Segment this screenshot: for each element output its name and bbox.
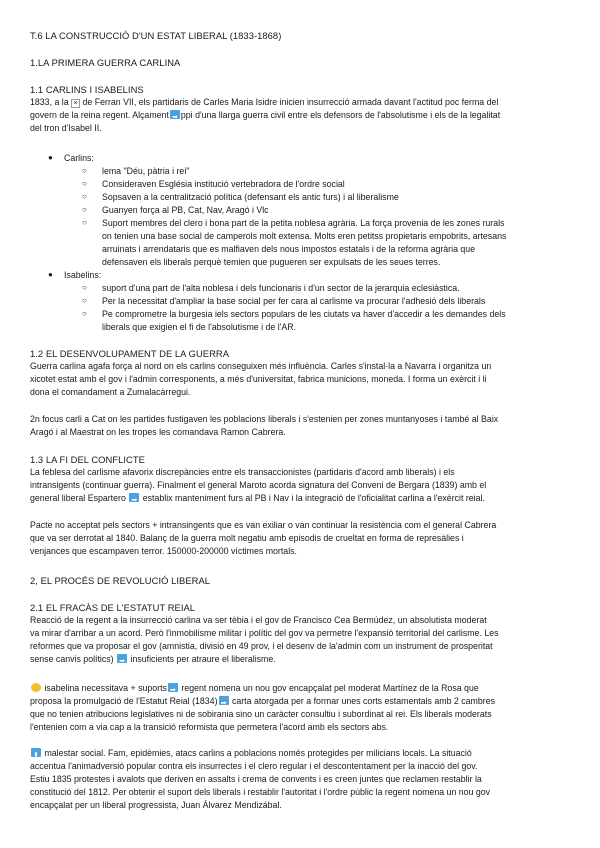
isabelins-item-1: suport d'una part de l'alta noblesa i dels funcionaris i d'un sector de la jerarquia eclesiàstica. <box>102 283 460 293</box>
carlins-item-5-line-3: arruinats i arrendataris que es malfiaven dels nous impostos estatals i de la reforma agrària que <box>102 244 476 254</box>
paragraph-5: Pacte no acceptat pels sectors + intransingents que es van exiliar o van continuar la resistència com el general Cabrera que va ser derrotat al 1840. Balanç de la guerra molt negatiu amb episodis de crueltat en forma de represàlies i venjances que escampaven terror. 150000-200000 víctimes mortals. <box>30 520 497 556</box>
sub-bullet: ○ <box>82 283 87 292</box>
section-heading-1: 1.LA PRIMERA GUERRA CARLINA <box>30 57 181 68</box>
sub-bullet: ○ <box>82 309 87 318</box>
paragraph-6: Reacció de la regent a la insurrecció carlina va ser tèbia i el gov de Francisco Cea Bermúdez, un absolutista moderat va mirar d'arribar a un acord. Però l'inmobilisme militar i polític del gov va permetre l'expansió territorial del carlisme. Les reformes que va proposar el gov (amnistia, divisió en 49 prov, i el desenv de la'admin com un instrument de prosperitat sense canvis polítics) ➡ insuficients per atraure el liberalisme. <box>30 615 499 665</box>
paragraph-7: isabelina necessitava + suports ➡ regent nomena un nou gov encapçalat pel moderat Martínez de la Rosa que proposa la promulgació de l'Estatut Reial (1834) ➡ carta atorgada per a formar unes corts estamentals amb 2 cambres que no tenien atribucions legislatives ni de sobirania sino un caràcter consultiu i subordinat al rei. Els liberals moderats l'entenien com a via cap a la transició reformista que permetera l'acord amb els sectors abs. <box>30 683 495 732</box>
subsection-heading-2-1: 2.1 EL FRACÀS DE L'ESTATUT REIAL <box>30 602 196 613</box>
section-heading-2: 2, EL PROCÉS DE REVOLUCIÓ LIBERAL <box>30 575 211 586</box>
isabelins-item-2: Per la necessitat d'ampliar la base social per fer cara al carlisme va procurar l'adhesió dels liberals <box>102 296 486 306</box>
sub-bullet: ○ <box>82 218 87 227</box>
subsection-heading-1-3: 1.3 LA FI DEL CONFLICTE <box>30 454 145 465</box>
doc-title: T.6 LA CONSTRUCCIÓ D'UN ESTAT LIBERAL (1833-1868) <box>30 30 282 41</box>
paragraph-4: La feblesa del carlisme afavorix discrepàncies entre els transaccionistes (partidaris d'acord amb liberals) i els intransigents (continuar guerra). Finalment el general Maroto acorda signatura del Conveni de Bergara (1839) amb el general liberal Espartero ➡ establix manteniment furs al PB i Nav i la integració de l'oficialitat carlina a l'exèrcit reial. <box>30 467 487 504</box>
isabelins-item-3-line-2: liberals que exigien el fi de l'absolutisme i de l'AR. <box>102 322 297 332</box>
right-arrow-icon: ➡ <box>117 654 127 663</box>
carlins-item-4: Guanyen força al PB, Cat, Nav, Aragó i Vlc <box>102 205 269 215</box>
right-arrow-icon: ➡ <box>219 696 229 705</box>
isabelins-item-3-line-1: Pe comprometre la burgesia iels sectors populars de les ciutats va haver d'accedir a les demandes dels <box>102 309 506 319</box>
subsection-heading-1-2: 1.2 EL DESENVOLUPAMENT DE LA GUERRA <box>30 348 230 359</box>
paragraph-3: 2n focus carli a Cat on les partides fustigaven les poblacions liberals i s'estenien per zones muntanyoses i també al Baix Aragó i al Maestrat on les tropes les comandava Ramon Cabrera. <box>30 414 499 437</box>
carlins-item-2: Consideraven Església institució vertebradora de l'ordre social <box>102 179 345 189</box>
sub-bullet: ○ <box>82 205 87 214</box>
bullet-dot: ● <box>48 270 53 279</box>
carlins-item-1: lema "Déu, pàtria i rei" <box>102 166 190 176</box>
sub-bullet: ○ <box>82 166 87 175</box>
sub-bullet: ○ <box>82 296 87 305</box>
right-arrow-icon: ➡ <box>129 493 139 502</box>
sub-bullet: ○ <box>82 179 87 188</box>
right-arrow-icon: ➡ <box>168 683 178 692</box>
cross-box-icon: × <box>71 99 80 108</box>
isabelins-label: Isabelins: <box>64 270 102 280</box>
sun-icon <box>31 683 41 692</box>
bullet-dot: ● <box>48 153 53 162</box>
carlins-item-5-line-1: Suport membres del clero i bona part de la petita noblesa agrària. La força provenia de les zones rurals <box>102 218 505 228</box>
right-arrow-icon: ➡ <box>170 110 180 119</box>
paragraph-2: Guerra carlina agafa força al nord on els carlins conseguixen més influència. Carles s'instal·la a Navarra i organitza un xicotet estat amb el gov i l'admin corresponents, a més d'universitat, fabrica municions, moneda. I forma un exèrcit i li dona el comandament a Zumalacàrregui. <box>30 361 492 397</box>
paragraph-8: ⬆ malestar social. Fam, epidèmies, atacs carlins a poblacions només protegides per milicians locals. La situació accentua l'animadversió popular contra els insurrectes i el clero regular i el descontentament per la inacció del gov. Estiu 1835 protestes i avalots que deriven en assalts i crema de convents i es creen juntes que reclamen restablir la constitució del 1812. Per obtenir el suport dels liberals i restablir l'autoritat i l'ordre públic la regent nomena un nou gov encapçalat per un liberal progressista, Juan Álvarez Mendizábal. <box>30 748 491 810</box>
sub-bullet: ○ <box>82 192 87 201</box>
carlins-label: Carlins: <box>64 153 94 163</box>
carlins-item-5-line-4: defensaven els liberals perquè temien que pugueren ser expulsats de les seues terres. <box>102 257 441 267</box>
paragraph-1: 1833, a la × de Ferran VII, els partidaris de Carles Maria Isidre inicien insurrecció armada davant l'actitud poc ferma del govern de la reina regent. Alçament ➡ ppi d'una llarga guerra civil entre els defensors de l'absolutisme i els de la legalitat del tron d'Isabel II. <box>30 97 501 133</box>
up-arrow-icon: ⬆ <box>31 748 41 757</box>
carlins-item-3: Sopsaven a la centralització política (defensant els antic furs) i al liberalisme <box>102 192 399 202</box>
subsection-heading-1-1: 1.1 CARLINS I ISABELINS <box>30 84 144 95</box>
carlins-item-5-line-2: on tenien una base social de camperols molt extensa. Molts eren petitss propietaris empobrits, artesans <box>102 231 507 241</box>
